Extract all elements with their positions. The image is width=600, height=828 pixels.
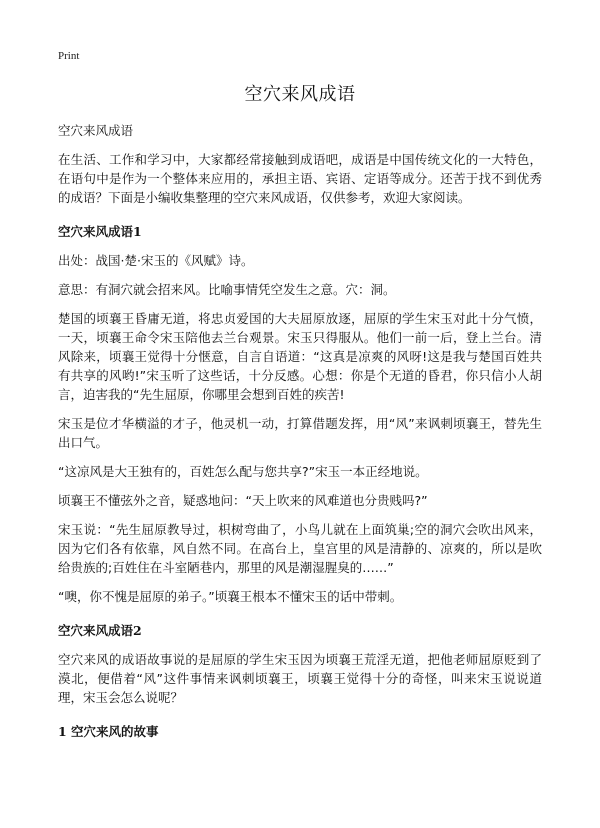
article-subtitle: 空穴来风成语 — [58, 123, 134, 138]
meaning-paragraph: 意思：有洞穴就会招来风。比喻事情凭空发生之意。穴：洞。 — [58, 282, 396, 297]
source-paragraph: 出处：战国·楚·宋玉的《风赋》诗。 — [58, 253, 254, 268]
section-heading-3: 1 空穴来风的故事 — [58, 724, 159, 739]
story-paragraph: 宋玉说：“先生屈原教导过，枳树弯曲了，小鸟儿就在上面筑巢;空的洞穴会吹出风来，因为它们各有依靠，风自然不同。在高台上，皇宫里的风是清静的、凉爽的，所以是吹给贵族的;百姓住在斗室陋巷内，那里的风是潮湿腥臭的……” — [58, 522, 542, 575]
section-heading-2: 空穴来风成语2 — [58, 623, 142, 638]
print-link[interactable]: Print — [58, 50, 80, 62]
intro-paragraph: 在生活、工作和学习中，大家都经常接触到成语吧，成语是中国传统文化的一大特色，在语句中是作为一个整体来应用的，承担主语、宾语、定语等成分。还苦于找不到优秀的成语？下面是小编收集整理的空穴来风成语，仅供参考，欢迎大家阅读。 — [58, 152, 542, 205]
page-title: 空穴来风成语 — [244, 84, 356, 105]
story-paragraph: “这凉风是大王独有的，百姓怎么配与您共享?”宋玉一本正经地说。 — [58, 464, 428, 479]
section2-paragraph: 空穴来风的成语故事说的是屈原的学生宋玉因为顷襄王荒淫无道，把他老师屈原贬到了漠北，便借着“风”这件事情来讽刺顷襄王，顷襄王觉得十分的奇怪，叫来宋玉说说道理，宋玉会怎么说呢？ — [58, 652, 542, 705]
story-paragraph: 楚国的顷襄王昏庸无道，将忠贞爱国的大夫屈原放逐，屈原的学生宋玉对此十分气愤，一天，顷襄王命令宋玉陪他去兰台观景。宋玉只得服从。他们一前一后，登上兰台。清风除来，顷襄王觉得十分惬意，自言自语道：“这真是凉爽的风呀!这是我与楚国百姓共有共享的风哟!”宋玉听了这些话，十分反感。心想：你是个无道的昏君，你只信小人胡言，迫害我的“先生屈原，你哪里会想到百姓的疾苦! — [58, 311, 542, 402]
story-paragraph: “噢，你不愧是屈原的弟子。”顷襄王根本不懂宋玉的话中带刺。 — [58, 589, 403, 604]
story-paragraph: 宋玉是位才华横溢的才子，他灵机一动，打算借题发挥，用“风”来讽刺顷襄王，替先生出口气。 — [58, 416, 542, 450]
section-heading-1: 空穴来风成语1 — [58, 224, 142, 239]
story-paragraph: 顷襄王不懂弦外之音，疑惑地问：“天上吹来的风难道也分贵贱吗?” — [58, 493, 428, 508]
